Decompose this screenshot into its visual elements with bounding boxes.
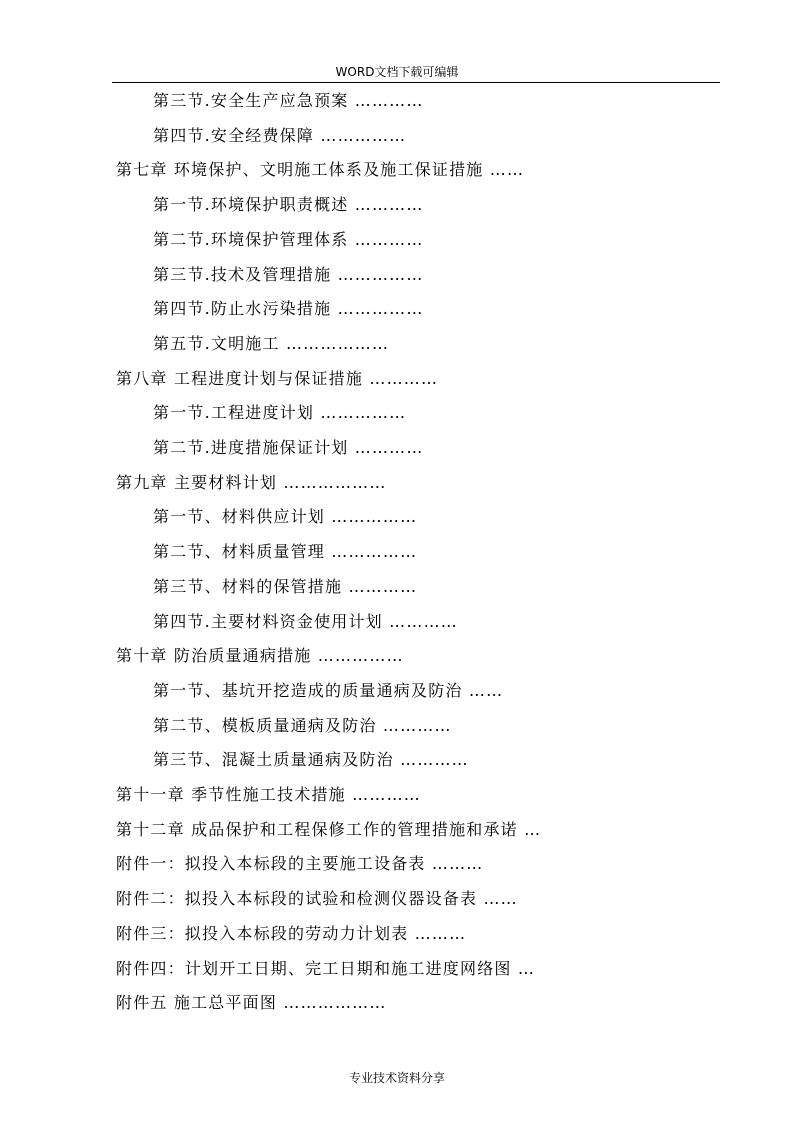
toc-section-entry: 第一节.工程进度计划 ……………: [153, 403, 407, 423]
toc-section-entry: 第一节.环境保护职责概述 …………: [153, 195, 424, 215]
toc-section-entry: 第三节、材料的保管措施 …………: [153, 576, 418, 596]
toc-section-entry: 第一节、基坑开挖造成的质量通病及防治 ……: [153, 680, 504, 700]
page-footer: 专业技术资料分享: [348, 1071, 445, 1085]
toc-chapter-entry: 第八章 工程进度计划与保证措施 …………: [116, 368, 439, 388]
toc-chapter-entry: 第十章 防治质量通病措施 ……………: [116, 646, 404, 666]
toc-section-entry: 第三节.安全生产应急预案 …………: [153, 91, 424, 110]
toc-section-entry: 第二节、模板质量通病及防治 …………: [153, 715, 452, 735]
toc-chapter-entry: 第十二章 成品保护和工程保修工作的管理措施和承诺 …: [116, 819, 542, 839]
toc-section-entry: 第四节.防止水污染措施 ……………: [153, 299, 424, 319]
toc-section-entry: 第三节.技术及管理措施 ……………: [153, 264, 424, 284]
toc-chapter-entry: 第十一章 季节性施工技术措施 …………: [116, 785, 421, 804]
page-header: WORD文档下载可编辑: [335, 65, 459, 79]
toc-chapter-entry: 附件三：拟投入本标段的劳动力计划表 ………: [116, 923, 467, 943]
toc-section-entry: 第二节、材料质量管理 ……………: [153, 542, 418, 562]
toc-chapter-entry: 附件二：拟投入本标段的试验和检测仪器设备表 ……: [116, 889, 518, 909]
toc-chapter-entry: 附件一：拟投入本标段的主要施工设备表 ………: [116, 854, 484, 874]
toc-chapter-entry: 第七章 环境保护、文明施工体系及施工保证措施 ……: [116, 160, 525, 180]
toc-section-entry: 第四节.主要材料资金使用计划 …………: [153, 611, 458, 631]
toc-chapter-entry: 第九章 主要材料计划 ………………: [116, 472, 387, 492]
toc-section-entry: 第一节、材料供应计划 ……………: [153, 507, 418, 527]
toc-section-entry: 第二节.环境保护管理体系 …………: [153, 229, 424, 249]
toc-chapter-entry: 附件五 施工总平面图 ………………: [116, 993, 387, 1013]
toc-section-entry: 第二节.进度措施保证计划 …………: [153, 438, 424, 457]
toc-section-entry: 第三节、混凝土质量通病及防治 …………: [153, 750, 469, 770]
toc-section-entry: 第五节.文明施工 ………………: [153, 333, 390, 353]
toc-chapter-entry: 附件四：计划开工日期、完工日期和施工进度网络图 …: [116, 958, 536, 978]
toc-section-entry: 第四节.安全经费保障 ……………: [153, 125, 407, 145]
